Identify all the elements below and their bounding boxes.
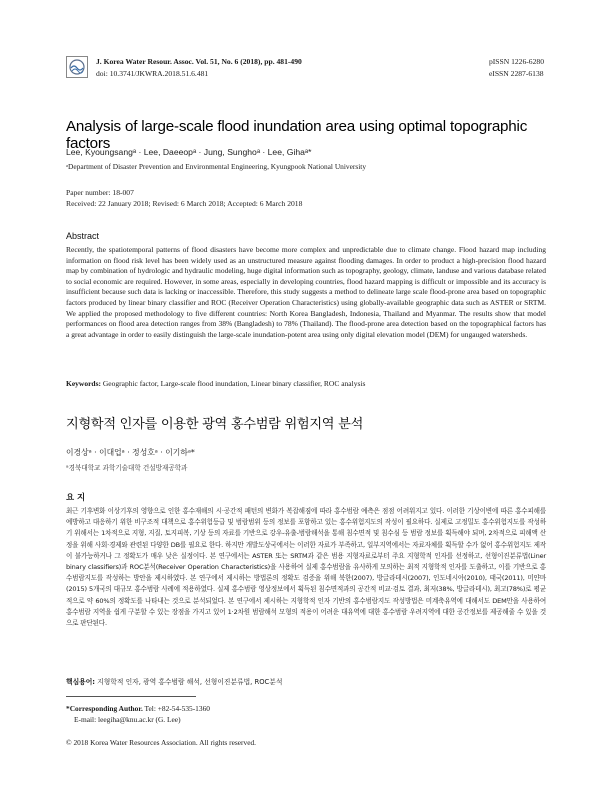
paper-title: Analysis of large-scale flood inundation area using optimal topographic factors	[66, 118, 528, 152]
paper-dates: Received: 22 January 2018; Revised: 6 March 2018; Accepted: 6 March 2018	[66, 199, 303, 208]
corresponding-tel: Tel: +82-54-535-1360	[142, 704, 210, 713]
correspondence	[66, 703, 210, 725]
korean-summary-text: 최근 기후변화 이상기후의 영향으로 인한 홍수재해의 시·공간적 패턴의 변화가 복잡해짐에 따라 홍수범람 예측은 점점 어려워지고 있다. 이러한 기상이변에 따른 홍수피해를 예방하고 대응하기 위한 비구조적 대책으로 홍수위험등급 및 범람범위 등의 정보를 포함하고 있는 홍수위험지도의 작성이 필요하다. 실제로 고정밀도 홍수위험지도를 작성하기 위해서는 1차적으로 지형, 지질, 토지피복, 기상 등의 자료를 기반으로 강우-유출-범람해석을 통해 침수면적 및 침수심 등 범람 정보를 획득해야 되며, 2차적으로 피해액 산정을 위해 사회·경제와 관련된 다양한 DB를 필요로 한다. 하지만 개발도상국에서는 이러한 자료가 부족하고, 일부지역에서는 자료자체를 획득할 수가 없어 홍수위험지도 제작이 불가능하거나 그 정확도가 매우 낮은 실정이다. 본 연구에서는 ASTER 또는 SRTM과 같은 범용 지형자료로부터 주요 지형학적 인자를 선정하고, 선형이진분류법(Liner binary classifiers)과 ROC분석(Receiver Operation Characteristics)을 사용하여 실제 홍수범람을 유사하게 모의하는 최적 지형학적 인자를 도출하고, 이를 기반으로 홍수범람지도를 작성하는 방안을 제시하였다. 본 연구에서 제시하는 방법론의 정확도 검증을 위해 북한(2007), 방글라데시(2007), 인도네시아(2010), 태국(2011), 미얀마(2015) 5개국의 대규모 홍수범람 사례에 적용하였다. 실제 홍수범람 영상정보에서 획득된 침수면적과의 공간적 비교·검토 결과, 최저(38%, 방글라데시), 최고(78%)로 평균적으로 약 60%의 정확도를 나타내는 것으로 분석되었다. 본 연구에서 제시하는 지형학적 인자 기반의 홍수범람지도 작성방법은 미계축유역에 대해서도 DEM만을 사용하여 홍수범람 지역을 쉽게 구분할 수 있는 장점을 가지고 있어 1·2차원 범람해석 모형의 적용이 어려운 대유역에 대한 홍수범람 우려지역에 대한 공간정보를 제공해줄 수 있을 것으로 판단된다.	[66, 507, 546, 628]
korean-keywords	[66, 676, 546, 686]
korean-summary-heading: 요 지	[66, 492, 86, 502]
abstract-heading: Abstract	[66, 231, 100, 241]
korean-keywords-text: 지형학적 인자, 광역 홍수범람 해석, 선형이진분류법, ROC분석	[94, 678, 283, 686]
korean-keywords-label: 핵심용어:	[66, 678, 95, 686]
author-list: Lee, Kyoungsangᵃ · Lee, Daeeopᵃ · Jung, Sunghoᵃ · Lee, Gihaᵃ*	[66, 147, 312, 157]
abstract-text: Recently, the spatiotemporal patterns of flood disasters have become more complex and unpredictable due to climate change. Flood hazard map including information on flood risk level has been widely used as an unstructured measure against flooding damages. In order to product a high-precision flood hazard map by combination of hydrologic and hydraulic modeling, huge digital information such as topography, geology, climate, landuse and various database related to social economic are required. However, in some areas, especially in developing countries, flood hazard mapping is difficult or impossible and its accuracy is insufficient because such data is lacking or inaccessible. Therefore, this study suggests a method to delineate large scale flood-prone area based on topographic factors produced by linear binary classifier and ROC (Receiver Operation Characteristics) using globally-available geographic data such as ASTER or SRTM. We applied the proposed methodology to five different countries: North Korea Bangladesh, Indonesia, Thailand and Myanmar. The results show that model performances on flood area detection ranges from 38% (Bangladesh) to 78% (Thailand). The flood-prone area detection based on the topographical factors has a great advantage in order to easily distinguish the large-scale inundation-potent area using only digital elevation model (DEM) for ungauged watersheds.	[66, 245, 546, 339]
paper-info	[66, 187, 302, 209]
keywords-label: Keywords:	[66, 379, 101, 388]
korean-affiliation: ᵃ경북대학교 과학기술대학 건설방재공학과	[66, 464, 188, 472]
journal-logo-icon	[66, 56, 88, 78]
korean-title: 지형학적 인자를 이용한 광역 홍수범람 위험지역 분석	[66, 417, 364, 432]
doi: doi: 10.3741/JKWRA.2018.51.6.481	[96, 69, 209, 78]
keywords-text: Geographic factor, Large-scale flood inundation, Linear binary classifier, ROC analysis	[101, 379, 366, 388]
paper-number: Paper number: 18-007	[66, 188, 134, 197]
corresponding-author-label: *Corresponding Author.	[66, 704, 143, 713]
corresponding-email: E-mail: leegiha@knu.ac.kr (G. Lee)	[74, 715, 181, 724]
affiliation: ᵃDepartment of Disaster Prevention and Environmental Engineering, Kyungpook National University	[66, 162, 367, 171]
keywords	[66, 379, 546, 388]
pissn: pISSN 1226-6280	[488, 57, 544, 66]
footnote-divider	[66, 696, 196, 697]
eissn: eISSN 2287-6138	[488, 69, 544, 78]
korean-author-list: 이경상ᵃ · 이대업ᵃ · 정성호ᵃ · 이기하ᵃ*	[66, 448, 195, 457]
copyright: © 2018 Korea Water Resources Association. All rights reserved.	[66, 738, 257, 747]
journal-citation: J. Korea Water Resour. Assoc. Vol. 51, No. 6 (2018), pp. 481-490	[96, 57, 302, 66]
